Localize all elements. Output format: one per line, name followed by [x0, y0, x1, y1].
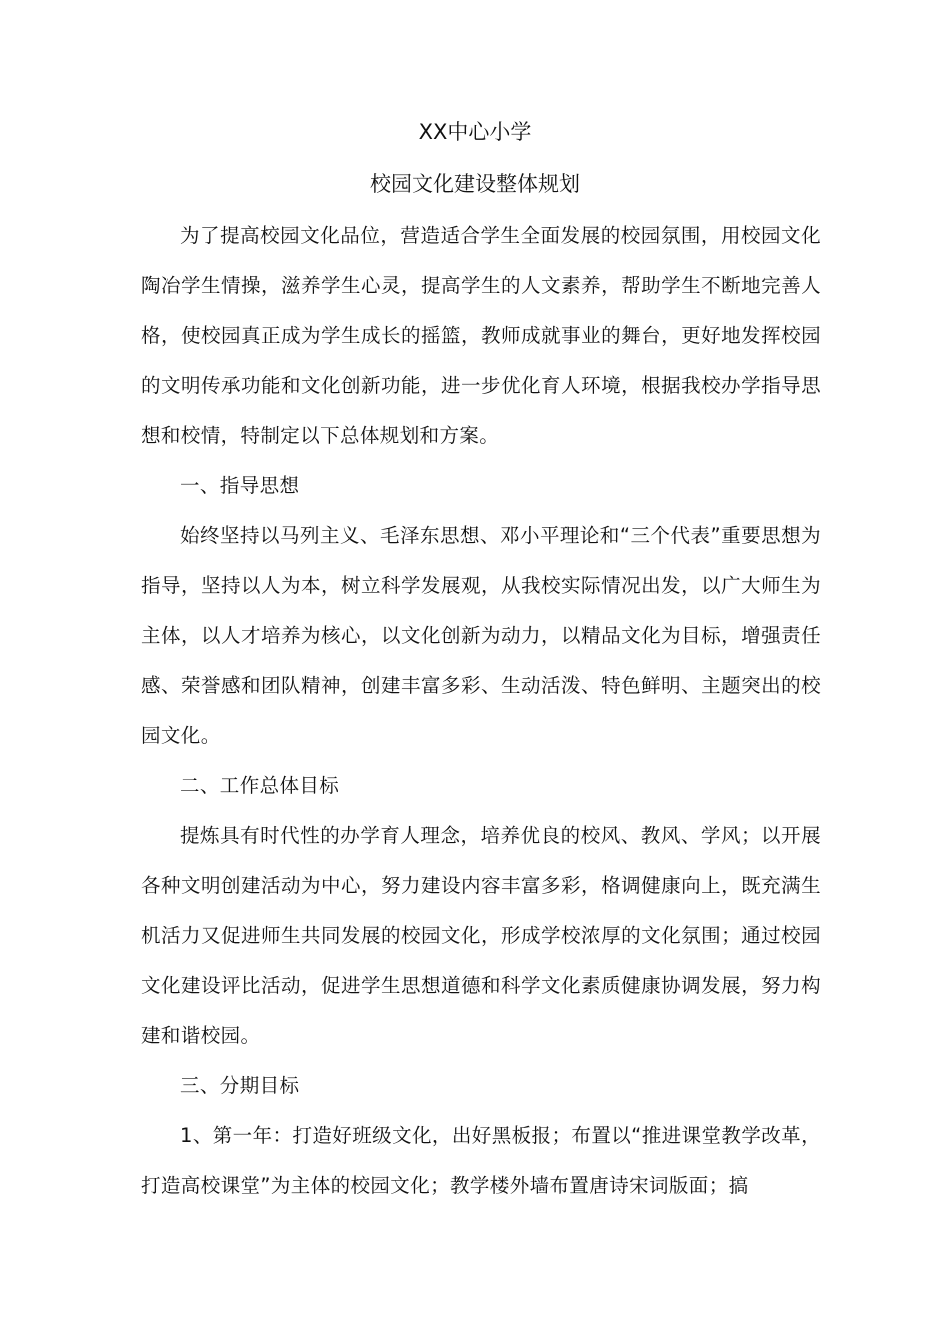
section-text-overall-goals: 提炼具有时代性的办学育人理念，培养优良的校风、教风、学风；以开展各种文明创建活动为中心，努力建设内容丰富多彩，格调健康向上，既充满生机活力又促进师生共同发展的校园文化，形成学校浓厚的文化氛围；通过校园文化建设评比活动，促进学生思想道德和科学文化素质健康协调发展，努力构建和谐校园。	[141, 824, 821, 1047]
section-heading-guiding-ideology: 一、指导思想	[180, 474, 300, 497]
document-title: 校园文化建设整体规划	[370, 172, 580, 196]
section-text-guiding-ideology: 始终坚持以马列主义、毛泽东思想、邓小平理论和“三个代表”重要思想为指导，坚持以人为本，树立科学发展观，从我校实际情况出发，以广大师生为主体，以人才培养为核心，以文化创新为动力，以精品文化为目标，增强责任感、荣誉感和团队精神，创建丰富多彩、生动活泼、特色鲜明、主题突出的校园文化。	[141, 524, 821, 747]
section-text-phased-goals: 1、第一年：打造好班级文化，出好黑板报；布置以“推进课堂教学改革，打造高校课堂”为主体的校园文化；教学楼外墙布置唐诗宋词版面；搞	[141, 1124, 821, 1197]
section-heading-overall-goals: 二、工作总体目标	[180, 774, 340, 797]
document-body	[141, 211, 821, 1211]
school-name: XX中心小学	[418, 120, 532, 144]
section-heading-phased-goals: 三、分期目标	[180, 1074, 300, 1097]
intro-paragraph: 为了提高校园文化品位，营造适合学生全面发展的校园氛围，用校园文化陶冶学生情操，滋养学生心灵，提高学生的人文素养，帮助学生不断地完善人格，使校园真正成为学生成长的摇篮，教师成就事业的舞台，更好地发挥校园的文明传承功能和文化创新功能，进一步优化育人环境，根据我校办学指导思想和校情，特制定以下总体规划和方案。	[141, 224, 821, 447]
